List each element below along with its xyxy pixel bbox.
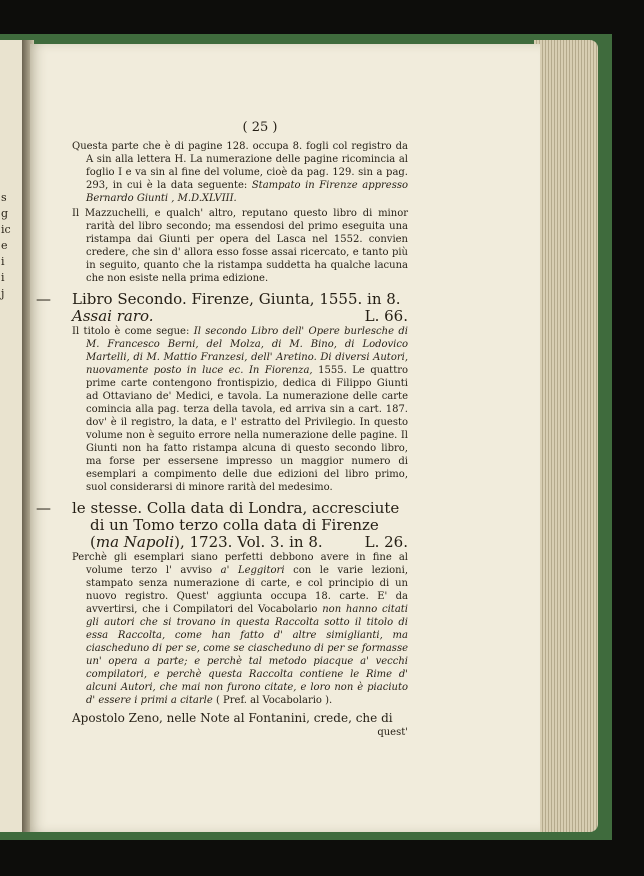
entry2-description (72, 551, 408, 707)
entry-price: L. 66. (364, 307, 408, 325)
entry1-lead: Il titolo è come segue: (72, 326, 190, 337)
entry2-lead: Perchè gli esemplari siano perfetti debbono avere in fine al volume terzo l' avviso (72, 552, 408, 576)
entry2-ref: ( Pref. al Vocabolario ). (215, 695, 333, 706)
entry2-line2: ), 1723. Vol. 3. in 8. (174, 533, 323, 551)
entry-dash: — (36, 290, 51, 308)
entry-dash: — (36, 499, 51, 517)
entry2-mid: con le varie lezioni, stampato senza numerazione di carte, e col principio di un nuovo registro. Quest' aggiunta occupa 18. carte. E' da avvertirsi, che i Compilatori del Vocabolario (86, 565, 408, 615)
intro-imprint: Stampato in Firenze appresso Bernardo Giunti , M.D.XLVIII. (86, 180, 408, 204)
left-mark: ic (1, 223, 11, 236)
left-mark: g (1, 207, 9, 220)
entry-title: Libro Secondo. Firenze, Giunta, 1555. in 8. (72, 290, 401, 308)
page-number: ( 25 ) (242, 120, 278, 135)
left-mark: i (1, 255, 5, 268)
entry-rarity: Assai raro. (72, 307, 154, 325)
entry2-price: L. 26. (364, 533, 408, 551)
entry1-title-quote: Il secondo Libro dell' Opere burlesche di M. Francesco Berni, del Molza, di M. Bino, di Lodovico Martelli, di M. Mattio Franzesi, dell' Aretino. Di diversi Autori, nuovamente posto in luce ec. In Fiorenza, (86, 326, 408, 376)
entry-heading-le-stesse (36, 499, 408, 551)
catchword: quest' (377, 727, 408, 738)
left-mark: j (1, 287, 5, 300)
entry1-rest: 1555. Le quattro prime carte contengono frontispizio, dedica di Filippo Giunti ad Ottaviano de' Medici, e tavola. La numerazione delle carte comincia alla pag. terza della tavola, ed arriva sin a cart. 187. dov' è il registro, la data, e l' estratto del Privilegio. In questo volume non è seguito errore nella numerazione delle pagine. Il Giunti non ha fatto ristampa alcuna di questo secondo libro, ma forse per essersene impresso un maggior numero di esemplari a compimento delle due edizioni del libro primo, suol considerarsi di minore rarità del medesimo. (86, 365, 409, 493)
entry2-quote: non hanno citati gli autori che si trovano in questa Raccolta sotto il titolo di essa Raccolta, come han fatto d' altre simiglianti, ma ciascheduno di per se, come se ciascheduno di per se formasse un' opera a parte; e perchè tal metodo piacque a' vecchi compilatori, e perchè questa Raccolta contiene le Rime d' alcuni Autori, che mai non furono citate, e loro non è piaciuto d' essere i primi a citarle (86, 604, 408, 706)
page-text (36, 140, 409, 739)
entry-heading-libro-secondo (36, 290, 408, 325)
mazzuchelli-paragraph: Il Mazzuchelli, e qualch' altro, reputano questo libro di minor rarità del libro secondo; ma essendosi del primo eseguita una ristampa dai Giunti per opera del Lasca nel 1552. convien credere, che sin d' allora esso fosse assai ricercato, e tanto più in seguito, quanto che la ristampa suddetta ha qualche lacuna che non esiste nella prima edizione. (72, 208, 408, 284)
entry2-place: ma Napoli (95, 533, 175, 551)
entry2-lead-italic: a' Leggitori (220, 565, 285, 576)
closing-line: Apostolo Zeno, nelle Note al Fontanini, crede, che di (72, 711, 393, 725)
intro-text: Questa parte che è di pagine 128. occupa 8. fogli col registro da A sin alla lettera H. La numerazione delle pagine ricomincia al foglio I e va sin al fine del volume, cioè da pag. 129. sin a pag. 293, in cui è la data seguente: (72, 141, 408, 191)
left-page-margin-text (1, 190, 21, 302)
page-edges (534, 40, 598, 832)
entry2-line1: le stesse. Colla data di Londra, accresciute di un Tomo terzo colla data di Firenze ( (72, 499, 400, 551)
left-page (0, 40, 24, 832)
intro-paragraph (72, 140, 408, 205)
left-mark: i (1, 271, 5, 284)
left-mark: s (1, 191, 7, 204)
entry1-description (72, 325, 408, 494)
left-mark: e (1, 239, 8, 252)
